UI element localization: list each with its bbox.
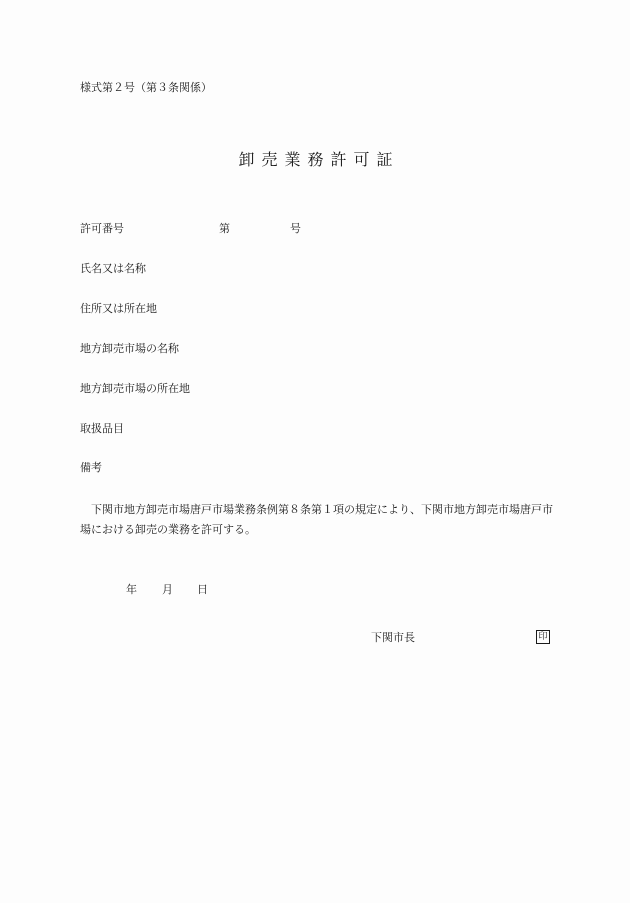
date-month-label: 月 xyxy=(162,583,173,596)
market-location-label: 地方卸売市場の所在地 xyxy=(80,382,190,395)
address-label: 住所又は所在地 xyxy=(80,302,157,315)
permit-number-dai: 第 xyxy=(219,222,230,235)
issuer-name: 下関市長 xyxy=(371,631,415,644)
permit-statement: 下関市地方卸売市場唐戸市場業務条例第８条第１項の規定により、下関市地方卸売市場唐戸市場における卸売の業務を許可する。 xyxy=(80,503,553,536)
items-label: 取扱品目 xyxy=(80,422,124,435)
seal-mark: 印 xyxy=(536,630,550,644)
date-day-label: 日 xyxy=(197,583,208,596)
permit-number-go: 号 xyxy=(290,222,301,235)
document-title: 卸売業務許可証 xyxy=(238,150,400,169)
market-name-label: 地方卸売市場の名称 xyxy=(80,342,179,355)
date-year-label: 年 xyxy=(126,583,137,596)
form-number: 様式第２号（第３条関係） xyxy=(80,81,212,94)
remarks-label: 備考 xyxy=(80,461,102,474)
permit-number-label: 許可番号 xyxy=(80,222,124,235)
name-label: 氏名又は名称 xyxy=(80,262,146,275)
